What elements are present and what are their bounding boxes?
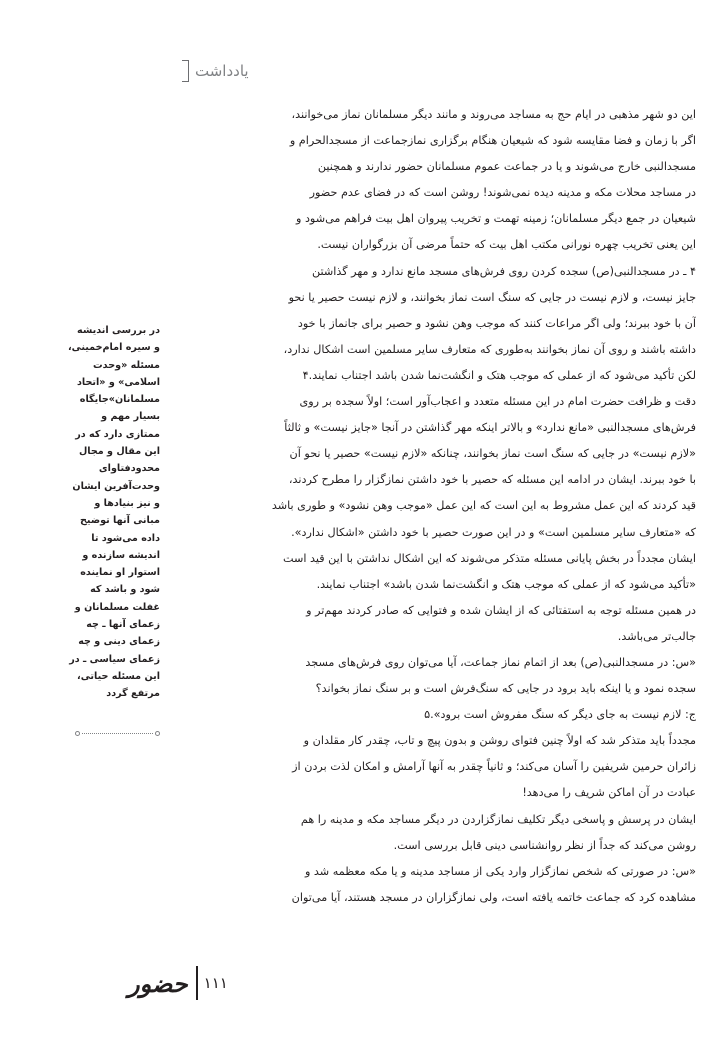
running-header — [182, 60, 249, 82]
pullquote-line: محدودفتاوای — [98, 463, 160, 475]
main-text — [160, 102, 696, 911]
text-line: مسجدالنبی خارج می‌شوند و یا در جماعت عموم مسلمانان حضور ندارند و همچنین — [317, 160, 696, 174]
pullquote-line: اسلامی» و «اتحاد — [76, 376, 160, 388]
pullquote-line: غفلت مسلمانان و — [74, 601, 160, 613]
pullquote-divider — [75, 728, 160, 738]
pullquote-line: مسئله «وحدت — [93, 359, 160, 371]
text-line: آن با خود ببرند؛ ولی اگر مراعات کنند که موجب وهن نشود و حصیر برای جانماز با خود — [297, 316, 696, 330]
pullquote-line: ممتازی دارد که در — [75, 428, 160, 440]
text-line: ایشان مجدداً در بخش پایانی مسئله متذکر می‌شوند که این اشکال نداشتن با این قید است — [282, 551, 696, 565]
text-line: که «متعارف سایر مسلمین است» و در این صورت حصیر با خود داشتن «اشکال ندارد». — [291, 525, 696, 539]
text-line: «تأکید می‌شود که از عملی که موجب هتک و انگشت‌نما شدن باشد» اجتناب نمایند. — [316, 577, 696, 591]
pullquote-line: داده می‌شود تا — [91, 532, 160, 544]
pullquote-line: شود و باشد که — [90, 584, 160, 596]
text-line: ج: لازم نیست به جای دیگر که سنگ مفروش است برود».۵ — [424, 708, 696, 722]
text-line: با خود ببرند. ایشان در ادامه این مسئله که حصیر با خود داشتن نمازگزار را مطرح کردند، — [288, 473, 696, 487]
text-line: ایشان در پرسش و پاسخی دیگر تکلیف نمازگزاردن در دیگر مساجد مکه و مدینه را هم — [300, 812, 696, 826]
text-line: جالب‌تر می‌باشد. — [617, 629, 696, 643]
journal-logo: حضور — [128, 968, 188, 998]
text-line: عبادت در آن اماکن شریف را می‌دهد! — [522, 786, 696, 800]
pullquote-line: بسیار مهم و — [101, 411, 160, 423]
pullquote-line: مرتفع گردد — [106, 688, 160, 700]
pullquote-line: و نیز بنیادها و — [94, 497, 160, 509]
pullquote-line: اندیشه سازنده و — [82, 549, 160, 561]
text-line: زائران حرمین شریفین را آسان می‌کند؛ و ثانیاً چقدر به آنها آرامش و امکان لذت بردن از — [292, 760, 696, 774]
text-line: «س: در صورتی که شخص نمازگزار وارد یکی از مساجد مدینه و یا مکه معظمه شد و — [304, 864, 696, 878]
header-bracket — [182, 60, 189, 82]
text-line: در همین مسئله توجه به استفتائی که از ایشان شده و فتوایی که صادر کردند مهم‌تر و — [306, 603, 696, 617]
text-line: لکن تأکید می‌شود که از عملی که موجب هتک و انگشت‌نما شدن باشد اجتناب نمایند.۴ — [302, 368, 696, 382]
pullquote-line: زعمای آنها ـ چه — [86, 619, 160, 631]
text-line: روشن می‌کند که جداً از نظر روانشناسی دینی قابل بررسی است. — [393, 838, 696, 852]
text-line: اگر با زمان و فضا مقایسه شود که شیعیان هنگام برگزاری نمازجماعت از مسجدالحرام و — [289, 134, 696, 148]
text-line: مشاهده کرد که جماعت خاتمه یافته است، ولی نمازگزاران در مسجد هستند، آیا می‌توان — [291, 890, 696, 904]
text-line: داشته باشند و روی آن نماز بخوانند به‌طوری که متعارف سایر مسلمین است اشکال ندارد، — [283, 342, 696, 356]
text-line: «لازم نیست» در جایی که سنگ است نماز بخوانند، چنانکه «لازم نیست» حصیر یا نحو آن — [289, 447, 696, 461]
header-title: یادداشت — [195, 62, 249, 80]
text-line: دقت و ظرافت حضرت امام در این مسئله متعدد و اعجاب‌آور است؛ اولاً سجده بر روی — [299, 395, 696, 409]
divider-circle-left — [75, 731, 80, 736]
pullquote-line: و سیره امام‌خمینی، — [67, 342, 160, 354]
text-line: مجدداً باید متذکر شد که اولاً چنین فتوای روشن و بدون پیچ و تاب، چقدر کار مقلدان و — [303, 734, 696, 748]
text-line: قید کردند که این عمل مشروط به این است که این عمل «موجب وهن نشود» و طوری باشد — [271, 499, 696, 513]
pullquote-line: این مسئله حیاتی، — [77, 670, 160, 682]
pullquote-line: مسلمانان»جایگاه — [79, 394, 160, 406]
pullquote-line: وحدت‌آفرین ایشان — [72, 480, 160, 492]
pullquote-line: زعمای دینی و چه — [78, 636, 160, 648]
text-line: در مساجد محلات مکه و مدینه دیده نمی‌شوند! روشن است که در فضای عدم حضور — [309, 186, 696, 200]
text-line: جایز نیست، و لازم نیست در جایی که سنگ است نماز بخوانند، و لازم نیست حصیر یا نحو — [288, 290, 696, 304]
text-line: فرش‌های مسجدالنبی «مانع ندارد» و بالاتر اینکه مهر گذاشتن در آنجا «جایز نیست» و ثالثاً — [284, 421, 696, 435]
text-line: سجده نمود و یا اینکه باید برود در جایی که سنگ‌فرش است و بر سنگ نماز بخواند؟ — [315, 682, 696, 696]
divider-dots — [82, 733, 153, 734]
divider-circle-right — [155, 731, 160, 736]
pullquote-line: استوار او نماینده — [80, 567, 160, 579]
footer-divider — [196, 966, 198, 1000]
text-line: شیعیان در جمع دیگر مسلمانان؛ زمینه تهمت و تخریب پیروان اهل بیت فراهم می‌شود و — [295, 212, 696, 226]
page-footer — [128, 966, 228, 1000]
pullquote-line: این مقال و مجال — [78, 446, 160, 458]
pullquote-line: در بررسی اندیشه — [77, 325, 160, 336]
pullquote-line: مبانی آنها توضیح — [80, 515, 160, 527]
text-line: ۴ ـ در مسجدالنبی(ص) سجده کردن روی فرش‌های مسجد مانع ندارد و مهر گذاشتن — [312, 264, 696, 278]
pullquote-line: زعمای سیاسی ـ در — [69, 653, 160, 665]
text-line: این یعنی تخریب چهره نورانی مکتب اهل بیت که حتماً مرضی آن بزرگواران نیست. — [317, 238, 696, 252]
text-line: «س: در مسجدالنبی(ص) بعد از اتمام نماز جماعت، آیا می‌توان روی فرش‌های مسجد — [305, 655, 696, 669]
page-number: ۱۱۱ — [203, 974, 228, 992]
sidebar-pullquote — [68, 322, 160, 703]
text-line: این دو شهر مذهبی در ایام حج به مساجد می‌روند و مانند دیگر مسلمانان نماز می‌خوانند، — [291, 108, 696, 121]
